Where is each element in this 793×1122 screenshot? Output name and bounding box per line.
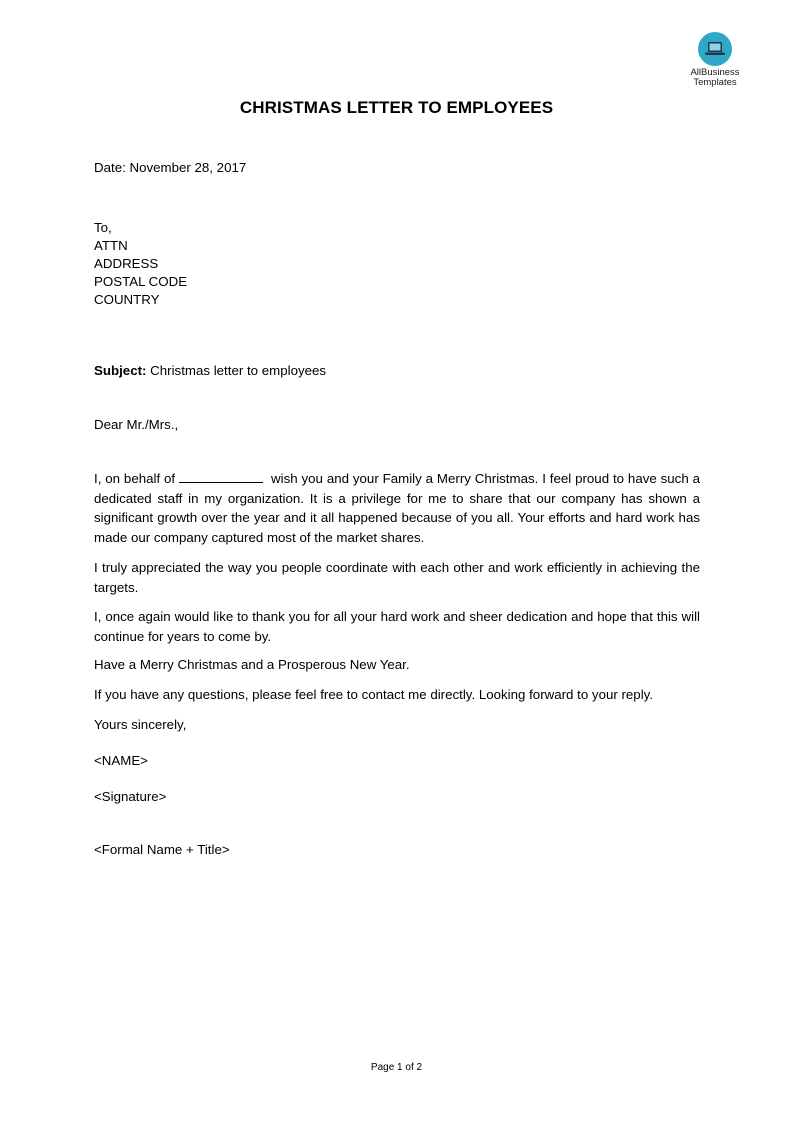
body-paragraph-5: If you have any questions, please feel free to contact me directly. Looking forward to your reply.: [94, 687, 654, 702]
company-name-blank: [179, 470, 263, 483]
letter-date: Date: November 28, 2017: [94, 160, 247, 175]
logo-text: AllBusiness Templates: [690, 67, 740, 88]
subject-text: Christmas letter to employees: [150, 363, 327, 378]
salutation: Dear Mr./Mrs.,: [94, 417, 179, 432]
page-number: Page 1 of 2: [370, 1062, 423, 1073]
recipient-to: To,: [94, 220, 112, 235]
body-paragraph-4: Have a Merry Christmas and a Prosperous New Year.: [94, 657, 410, 672]
sender-formal-name-title: <Formal Name + Title>: [94, 842, 230, 857]
body-paragraph-3: I, once again would like to thank you for all your hard work and sheer dedication and hope that this will continue for years to come by.: [94, 609, 700, 644]
subject-label: Subject:: [94, 363, 147, 378]
recipient-attn: ATTN: [94, 238, 128, 253]
sender-name: <NAME>: [94, 753, 148, 768]
subject-line: [94, 363, 326, 378]
recipient-postal-code: POSTAL CODE: [94, 274, 188, 289]
allbusiness-logo: [684, 32, 746, 88]
sign-off: Yours sincerely,: [94, 717, 187, 732]
recipient-country: COUNTRY: [94, 292, 160, 307]
recipient-address: ADDRESS: [94, 256, 159, 271]
body-paragraph-2: I truly appreciated the way you people coordinate with each other and work efficiently in achieving the targets.: [94, 560, 700, 595]
sender-signature: <Signature>: [94, 789, 167, 804]
laptop-icon: [698, 32, 732, 66]
document-title: CHRISTMAS LETTER TO EMPLOYEES: [239, 98, 554, 117]
body-paragraph-1: I, on behalf of wish you and your Family a Merry Christmas. I feel proud to have such a dedicated staff in my organization. It is a privilege for me to share that our company has shown a significant growth over the year and it all happened because of you all. Your efforts and hard work has made our company captured most of the market shares.: [94, 471, 700, 545]
